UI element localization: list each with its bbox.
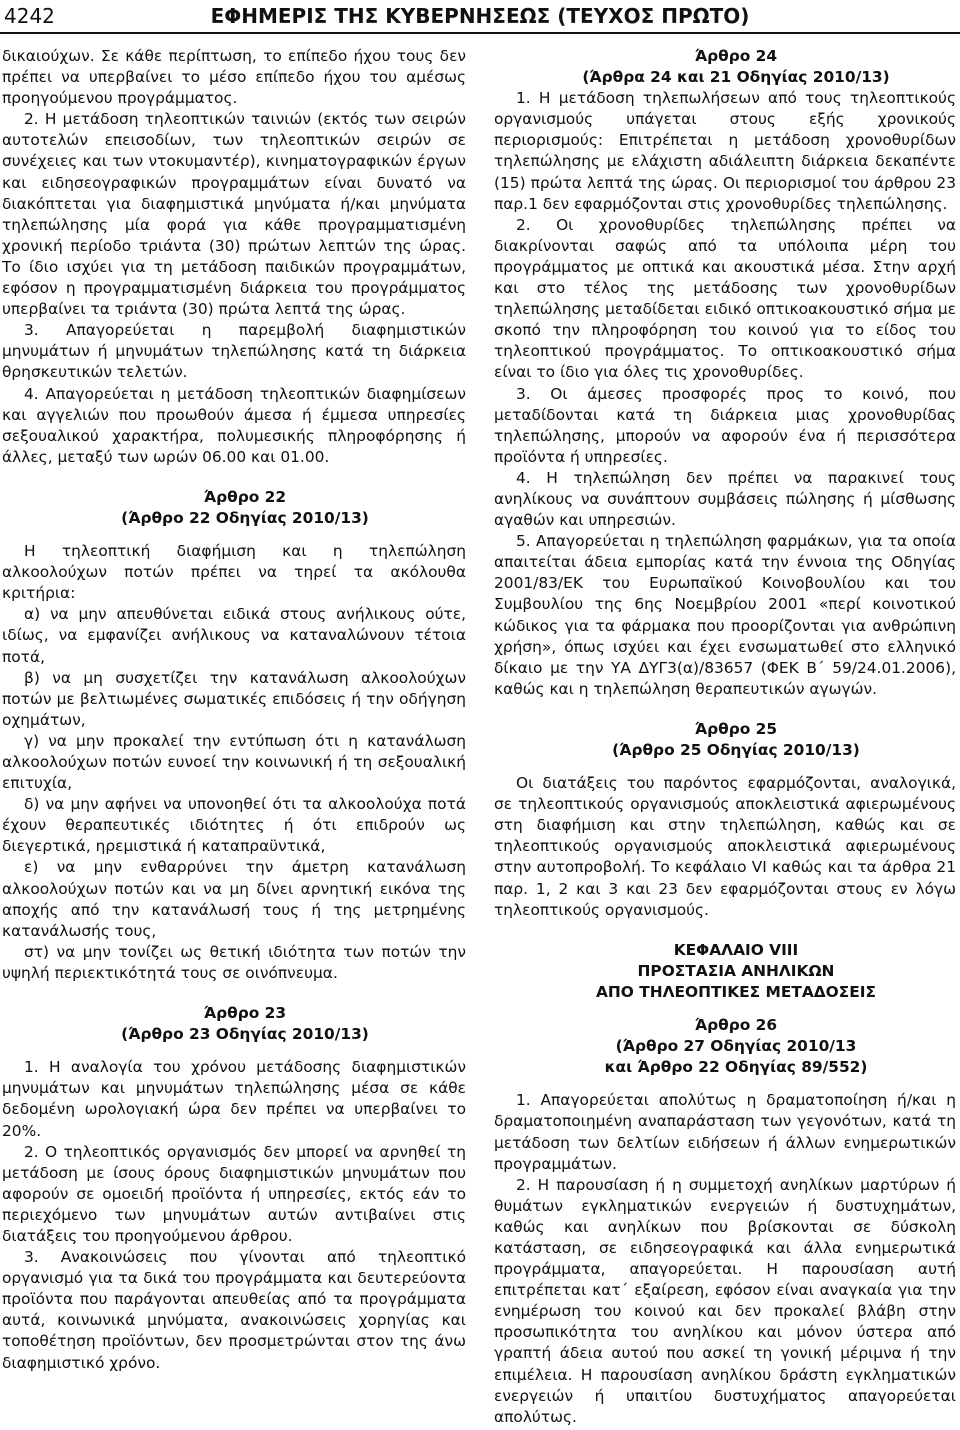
article-22-item-d: δ) να μην αφήνει να υπονοηθεί ότι τα αλκοολούχα ποτά έχουν θεραπευτικές ιδιότητες ή ότι επιδρούν ως διεγερτικά, ηρεμιστικά ή καταπραϋντικά, xyxy=(2,795,466,856)
gazette-title: ΕΦΗΜΕΡΙΣ ΤΗΣ ΚΥΒΕΡΝΗΣΕΩΣ (ΤΕΥΧΟΣ ΠΡΩΤΟ) xyxy=(210,4,750,28)
paragraph-4: 4. Απαγορεύεται η μετάδοση τηλεοπτικών διαφημίσεων και αγγελιών που προωθούν άμεσα ή έμμεσα υπηρεσίες σεξουαλικού χαρακτήρα, πολυμεσικής πληροφόρησης ή άλλες, μεταξύ των ωρών 06.00 και 01.00. xyxy=(2,384,466,466)
article-26-title: Άρθρο 26 xyxy=(694,1016,778,1035)
article-22-title: Άρθρο 22 xyxy=(203,487,287,506)
article-22-item-e: ε) να μην ενθαρρύνει την άμετρη κατανάλωση αλκοολούχων ποτών και να μη δίνει αρνητική εικόνα της αποχής από την κατανάλωσή τους ή της μετρημένης κατανάλωσής τους, xyxy=(2,858,466,940)
article-25-para-1: Οι διατάξεις του παρόντος εφαρμόζονται, αναλογικά, σε τηλεοπτικούς οργανισμούς αποκλειστικά αφιερωμένους στη διαφήμιση και στην τηλεπώληση, καθώς και σε τηλεοπτικούς οργανισμούς αποκλειστικά αφιερωμένους στην αυτοπροβολή. Το κεφάλαιο VI καθώς και τα άρθρα 21 παρ. 1, 2 και 3 και 23 δεν εφαρμόζονται στους εν λόγω τηλεοπτικούς οργανισμούς. xyxy=(494,774,956,919)
article-22-item-b: β) να μη συσχετίζει την κατανάλωση αλκοολούχων ποτών με βελτιωμένες σωματικές επιδόσεις ή την οδήγηση οχημάτων, xyxy=(2,668,466,729)
article-26-subtitle-2: και Άρθρο 22 Οδηγίας 89/552) xyxy=(604,1058,868,1077)
chapter-number: ΚΕΦΑΛΑΙΟ VIII xyxy=(673,940,799,959)
article-23-para-3: 3. Ανακοινώσεις που γίνονται από τηλεοπτικό οργανισμό για τα δικά του προγράμματα και δευτερεύοντα προϊόντα που παράγονται απευθείας από τα προγράμματα αυτά, κοινωνικά μηνύματα, ανακοινώσεις χορηγίας και τοποθέτηση προϊόντων, δεν προσμετρώνται στον της άνω διαφημιστικό χρόνο. xyxy=(2,1248,466,1372)
page-header xyxy=(0,0,960,36)
chapter-title-line-1: ΠΡΟΣΤΑΣΙΑ ΑΝΗΛΙΚΩΝ xyxy=(637,961,835,980)
article-24-subtitle: (Άρθρα 24 και 21 Οδηγίας 2010/13) xyxy=(582,68,890,87)
article-26-para-1: 1. Απαγορεύεται απολύτως η δραματοποίηση ή/και η δραματοποιημένη αναπαράσταση των γεγονότων, κατά τη μετάδοση των δελτίων ειδήσεων ή άλλων ενημερωτικών προγραμμάτων. xyxy=(494,1091,956,1173)
article-24-title: Άρθρο 24 xyxy=(694,47,778,65)
article-24-para-4: 4. Η τηλεπώληση δεν πρέπει να παρακινεί τους ανηλίκους να συνάπτουν συμβάσεις πώλησης ή μίσθωσης αγαθών και υπηρεσιών. xyxy=(494,468,956,530)
article-24-para-2: 2. Οι χρονοθυρίδες τηλεπώλησης πρέπει να διακρίνονται σαφώς από τα υπόλοιπα μέρη του προγράμματος με οπτικά και ακουστικά μέσα. Στην αρχή και στο τέλος της μετάδοσης των χρονοθυρίδων τηλεπώλησης μεταδίδεται ειδικό οπτικοακουστικό σήμα με σκοπό την πληροφόρηση του κοινού για το είδος του τηλεοπτικού προγράμματος. Το οπτικοακουστικό σήμα είναι το ίδιο για όλες τις χρονοθυρίδες. xyxy=(494,215,956,382)
article-22-item-c: γ) να μην προκαλεί την εντύπωση ότι η κατανάλωση αλκοολούχων ποτών ευνοεί την κοινωνική ή τη σεξουαλική επιτυχία, xyxy=(2,731,466,793)
article-22-item-f: στ) να μην τονίζει ως θετική ιδιότητα των ποτών την υψηλή περιεκτικότητά τους σε οινόπνευμα. xyxy=(2,942,466,982)
paragraph-2: 2. Η μετάδοση τηλεοπτικών ταινιών (εκτός των σειρών αυτοτελών επεισοδίων, των τηλεοπτικών σειρών σε συνέχειες και των ντοκυμαντέρ), κινηματογραφικών έργων και ειδησεογραφικών προγραμμάτων είναι δυνατό να διακόπτεται για διαφημιστικά μηνύματα ή/και μηνύματα τηλεπώλησης μία φορά για κάθε προγραμματισμένη χρονική περίοδο τριάντα (30) πρώτων λεπτών της ώρας. Το ίδιο ισχύει για τη μετάδοση παιδικών προγραμμάτων, εφόσον η προγραμματισμένη διάρκεια του προγράμματος υπερβαίνει τα τριάντα (30) πρώτα λεπτά της ώρας. xyxy=(2,110,466,319)
article-24-para-1: 1. Η μετάδοση τηλεπωλήσεων από τους τηλεοπτικούς οργανισμούς υπάγεται στους εξής χρονικούς περιορισμούς: Επιτρέπεται η μετάδοση χρονοθυρίδων τηλεπώλησης με ελάχιστη αδιάλειπτη διάρκεια δεκαπέντε (15) πρώτα λεπτά της ώρας. Οι περιορισμοί του άρθρου 23 παρ.1 δεν εφαρμόζονται στις χρονοθυρίδες τηλεπώλησης. xyxy=(494,89,956,213)
article-26-subtitle-1: (Άρθρο 27 Οδηγίας 2010/13 xyxy=(615,1037,857,1056)
right-column xyxy=(494,46,956,1428)
left-column xyxy=(2,46,466,1374)
article-23-title: Άρθρο 23 xyxy=(203,1004,287,1023)
article-22-intro: Η τηλεοπτική διαφήμιση και η τηλεπώληση αλκοολούχων ποτών πρέπει να τηρεί τα ακόλουθα κριτήρια: xyxy=(2,542,466,603)
article-26-para-2: 2. Η παρουσίαση ή η συμμετοχή ανηλίκων μαρτύρων ή θυμάτων εγκληματικών ενεργειών ή δυστυχημάτων, καθώς και ανηλίκων που βρίσκονται σε δύσκολη κατάσταση, σε ειδησεογραφικά και άλλα ενημερωτικά προγράμματα, απαγορεύεται. Η παρουσίαση αυτή επιτρέπεται κατ΄ εξαίρεση, εφόσον είναι αναγκαία για την ενημέρωση του κοινού και δεν προκαλεί βλάβη στην προσωπικότητα του ανηλίκου και μόνον ύστερα από γραπτή άδεια αυτού που ασκεί τη γονική μέριμνα ή την επιμέλεια. Η παρουσίαση ανηλίκου δράστη εγκληματικών ενεργειών ή υπαιτίου δυστυχήματος απαγορεύεται απολύτως. xyxy=(494,1175,956,1426)
article-23-para-2: 2. Ο τηλεοπτικός οργανισμός δεν μπορεί να αρνηθεί τη μετάδοση με ίσους όρους διαφημιστικών μηνυμάτων που αφορούν σε ομοειδή προϊόντα ή υπηρεσίες, εκτός εάν το περιεχόμενο των μηνυμάτων αυτών αντιβαίνει στις διατάξεις του προηγούμενου άρθρου. xyxy=(2,1142,466,1245)
article-25-title: Άρθρο 25 xyxy=(694,719,778,738)
article-23-subtitle: (Άρθρο 23 Οδηγίας 2010/13) xyxy=(121,1025,369,1044)
header-rule xyxy=(0,32,960,34)
paragraph-3: 3. Απαγορεύεται η παρεμβολή διαφημιστικών μηνυμάτων ή μηνυμάτων τηλεπώλησης κατά τη διάρκεια θρησκευτικών τελετών. xyxy=(2,321,466,382)
article-24-para-3: 3. Οι άμεσες προσφορές προς το κοινό, που μεταδίδονται κατά τη διάρκεια μιας χρονοθυρίδας τηλεπώλησης, μπορούν να αφορούν ένα ή περισσότερα προϊόντα ή υπηρεσίες. xyxy=(494,384,956,466)
page-number: 4242 xyxy=(4,4,55,28)
chapter-title-line-2: ΑΠΟ ΤΗΛΕΟΠΤΙΚΕΣ ΜΕΤΑΔΟΣΕΙΣ xyxy=(595,982,877,1001)
article-23-para-1: 1. Η αναλογία του χρόνου μετάδοσης διαφημιστικών μηνυμάτων και μηνυμάτων τηλεπώλησης μέσα σε κάθε δεδομένη ωρολογιακή ώρα δεν πρέπει να υπερβαίνει το 20%. xyxy=(2,1058,466,1140)
article-24-para-5: 5. Απαγορεύεται η τηλεπώληση φαρμάκων, για τα οποία απαιτείται άδεια εμπορίας κατά την έννοια της Οδηγίας 2001/83/ΕΚ του Ευρωπαϊκού Κοινοβουλίου και του Συμβουλίου της 6ης Νοεμβρίου 2001 «περί κοινοτικού κώδικος για τα φάρμακα που προορίζονται για ανθρώπινη χρήση», όπως ισχύει και έχει ενσωματωθεί στο ελληνικό δίκαιο με την ΥΑ ΔΥΓ3(α)/83657 (ΦΕΚ Β΄ 59/24.01.2006), καθώς και η τηλεπώληση θεραπευτικών αγωγών. xyxy=(494,532,956,698)
article-22-subtitle: (Άρθρο 22 Οδηγίας 2010/13) xyxy=(121,508,369,527)
article-25-subtitle: (Άρθρο 25 Οδηγίας 2010/13) xyxy=(612,741,860,759)
article-22-item-a: α) να μην απευθύνεται ειδικά στους ανήλικους ούτε, ιδίως, να εμφανίζει ανήλικους να καταναλώνουν τέτοια ποτά, xyxy=(2,605,466,666)
continuation-paragraph: δικαιούχων. Σε κάθε περίπτωση, το επίπεδο ήχου τους δεν πρέπει να υπερβαίνει το μέσο επίπεδο ήχου του αμέσως προηγούμενου προγράμματος. xyxy=(2,47,466,108)
